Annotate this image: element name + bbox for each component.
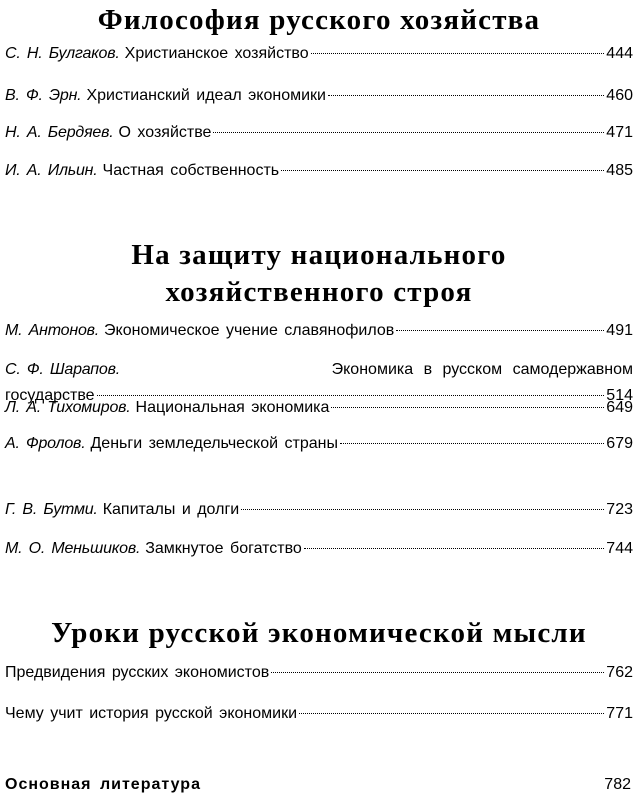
dot-leader <box>396 330 604 331</box>
entry-author: А. Фролов. <box>5 435 86 452</box>
entry-title: Христианское хозяйство <box>124 45 309 62</box>
entry-title: Чему учит история русской экономики <box>5 705 298 722</box>
entry-author: И. А. Ильин. <box>5 162 98 179</box>
entry-title: Замкнутое богатство <box>145 540 302 557</box>
toc-entry[interactable] <box>5 160 633 182</box>
toc-entry[interactable] <box>5 433 633 455</box>
section-heading-national-economy-line1: На защиту национального <box>131 239 507 271</box>
dot-leader <box>97 395 605 396</box>
dot-leader <box>331 407 604 408</box>
dot-leader <box>271 672 604 673</box>
entry-title-line2: государстве <box>5 387 95 404</box>
entry-title: Христианский идеал экономики <box>86 87 326 104</box>
toc-entry[interactable] <box>5 662 633 684</box>
dot-leader <box>213 132 604 133</box>
entry-page-number: 460 <box>606 87 633 104</box>
section-heading-lessons: Уроки русской экономической мысли <box>51 617 587 649</box>
dot-leader <box>299 713 604 714</box>
entry-title: О хозяйстве <box>118 124 212 141</box>
toc-entry[interactable] <box>5 122 633 144</box>
entry-page-number: 679 <box>606 435 633 452</box>
toc-entry[interactable] <box>5 499 633 521</box>
entry-page-number: 491 <box>606 322 633 339</box>
entry-title: Национальная экономика <box>135 399 330 416</box>
dot-leader <box>241 509 604 510</box>
toc-entry[interactable] <box>5 397 633 419</box>
entry-author: Г. В. Бутми. <box>5 501 98 518</box>
section-heading-philosophy: Философия русского хозяйства <box>97 4 541 36</box>
dot-leader <box>304 548 604 549</box>
entry-author: В. Ф. Эрн. <box>5 87 82 104</box>
entry-page-number: 762 <box>606 664 633 681</box>
entry-page-number: 649 <box>606 399 633 416</box>
literature-label: Основная литература <box>5 776 201 793</box>
dot-leader <box>311 53 605 54</box>
entry-title: Экономическое учение славянофилов <box>104 322 395 339</box>
entry-author: М. О. Меньшиков. <box>5 540 141 557</box>
dot-leader <box>340 443 604 444</box>
literature-page-number: 782 <box>604 776 631 793</box>
entry-page-number: 744 <box>606 540 633 557</box>
entry-page-number: 723 <box>606 501 633 518</box>
entry-author: Н. А. Бердяев. <box>5 124 114 141</box>
entry-title: Капиталы и долги <box>102 501 240 518</box>
entry-author: Л. А. Тихомиров. <box>5 399 131 416</box>
dot-leader <box>281 170 604 171</box>
entry-title: Предвидения русских экономистов <box>5 664 270 681</box>
entry-author: С. Н. Булгаков. <box>5 45 120 62</box>
toc-entry[interactable] <box>5 320 633 342</box>
entry-page-number: 471 <box>606 124 633 141</box>
entry-author: С. Ф. Шарапов. <box>5 361 120 378</box>
toc-entry[interactable] <box>5 43 633 65</box>
toc-entry-literature[interactable] <box>5 774 631 796</box>
entry-title-line1: Экономика в русском самодержавном <box>331 361 633 378</box>
toc-entry[interactable] <box>5 703 633 725</box>
entry-author: М. Антонов. <box>5 322 100 339</box>
entry-page-number: 444 <box>606 45 633 62</box>
entry-page-number: 485 <box>606 162 633 179</box>
dot-leader <box>328 95 604 96</box>
entry-title: Деньги земледельческой страны <box>90 435 338 452</box>
section-heading-national-economy-line2: хозяйственного строя <box>165 276 473 308</box>
entry-page-number: 514 <box>606 387 633 404</box>
toc-entry[interactable] <box>5 538 633 560</box>
entry-page-number: 771 <box>606 705 633 722</box>
entry-title: Частная собственность <box>102 162 280 179</box>
toc-entry[interactable] <box>5 85 633 107</box>
